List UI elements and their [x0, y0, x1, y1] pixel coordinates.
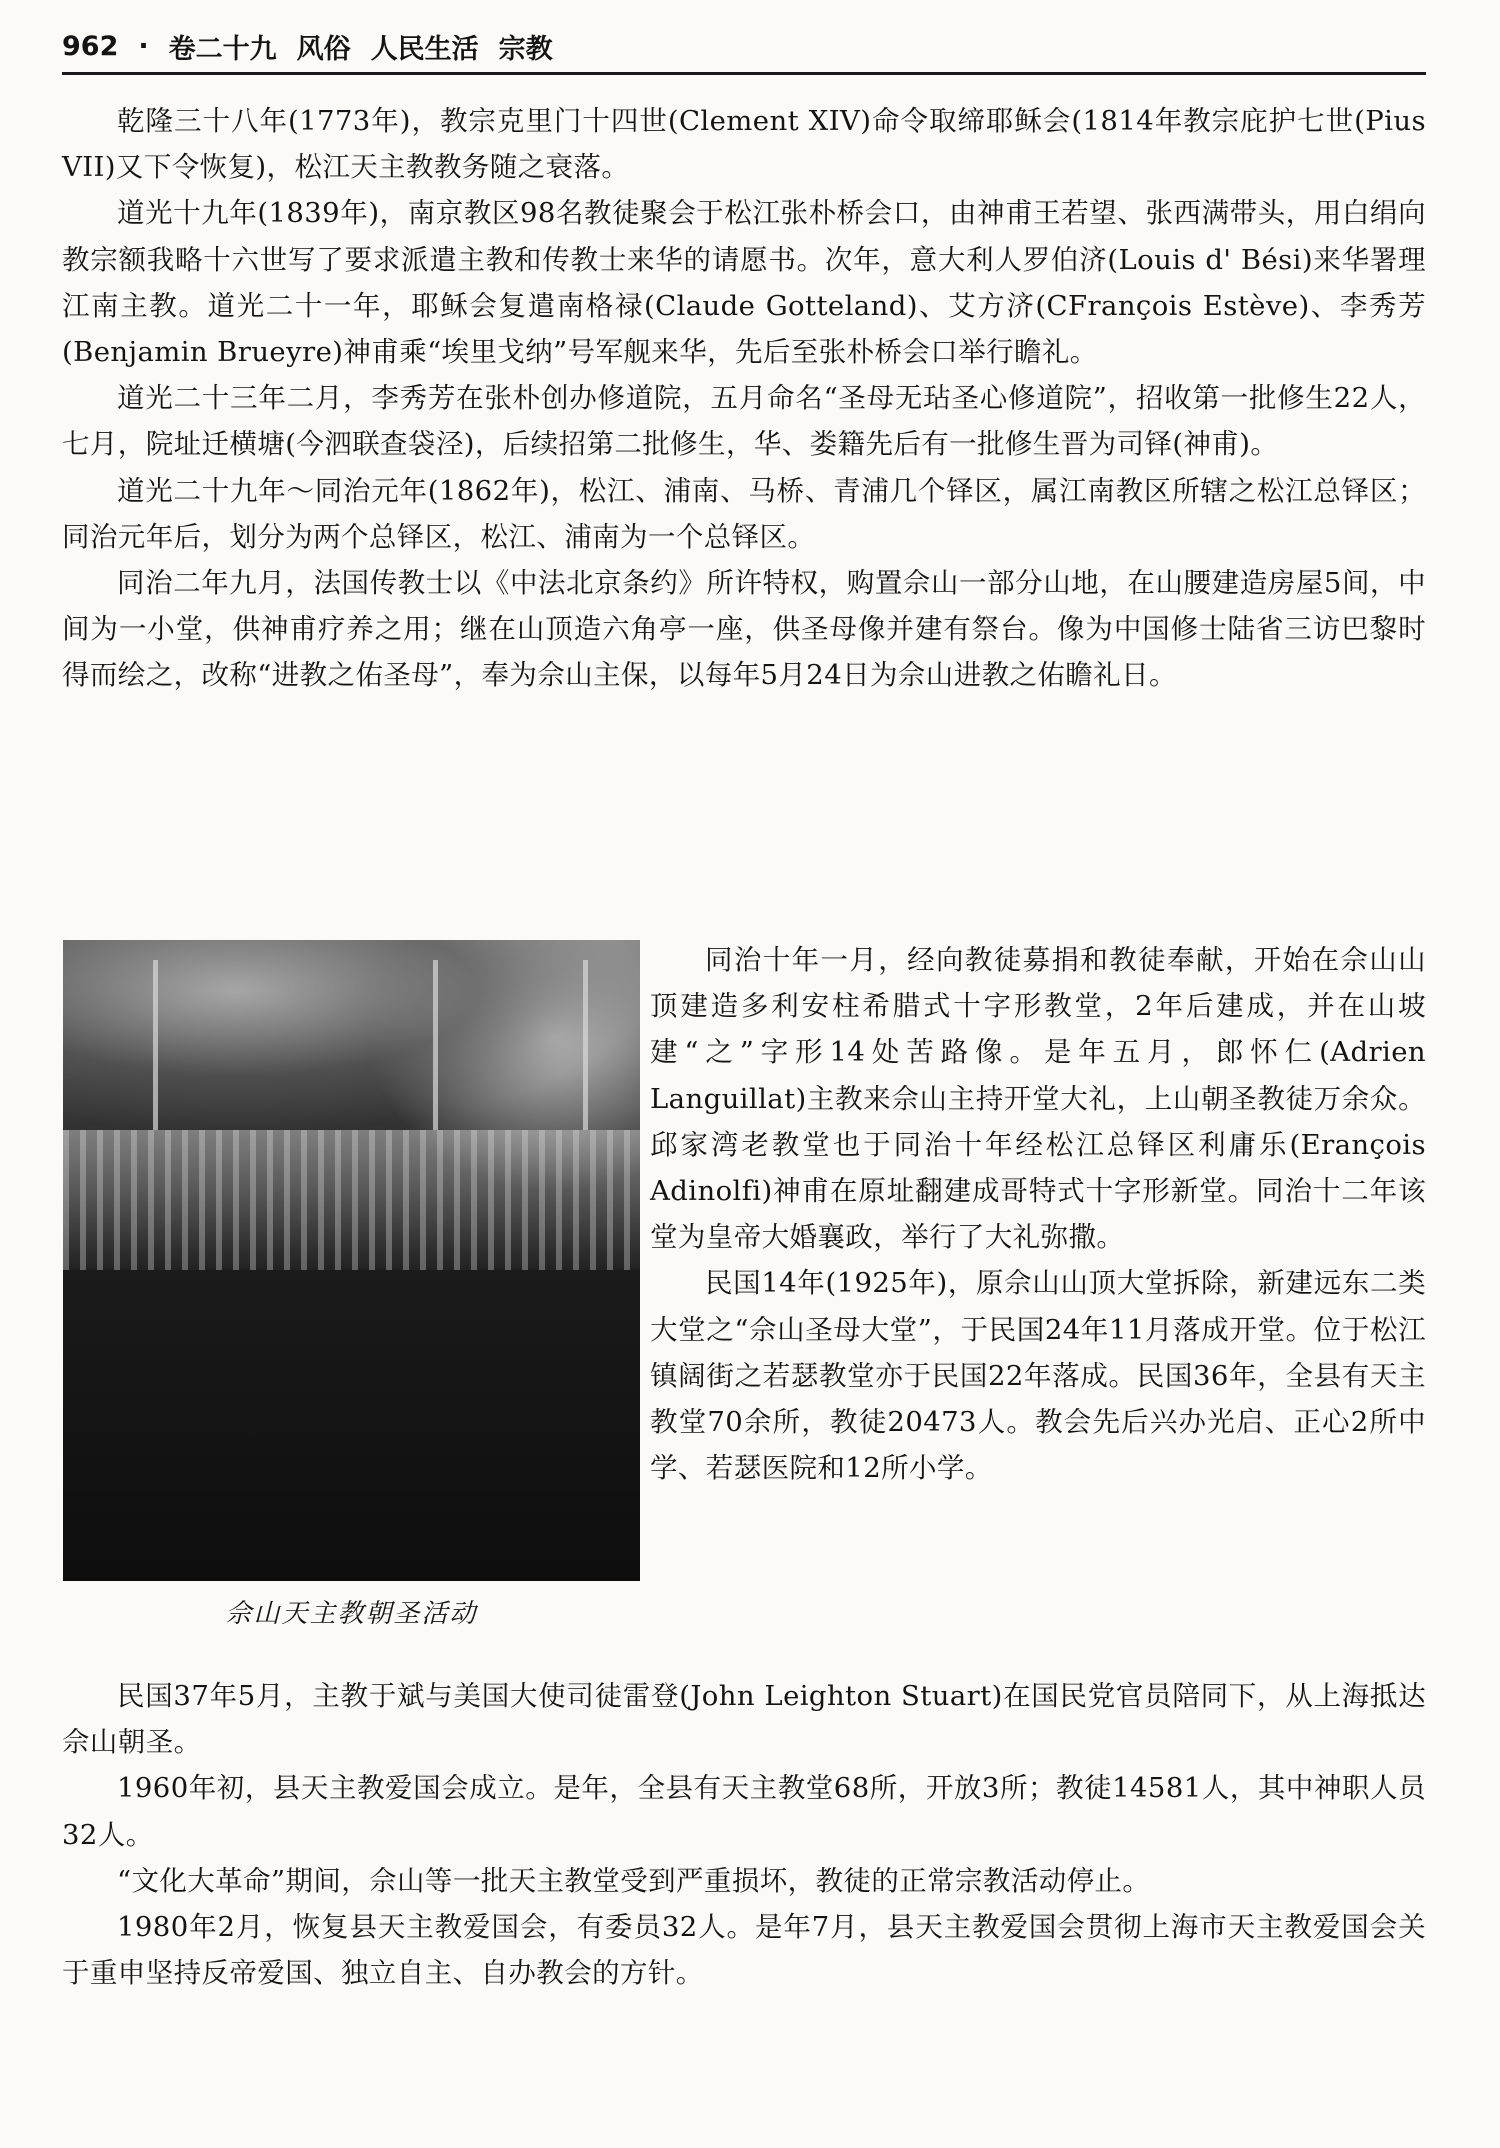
main-text-top	[62, 98, 1426, 699]
paragraph: 同治十年一月，经向教徒募捐和教徒奉献，开始在佘山山顶建造多利安柱希腊式十字形教堂，2年后建成，并在山坡建“之”字形14处苦路像。是年五月，郎怀仁(Adrien Languillat)主教来佘山主持开堂大礼，上山朝圣教徒万余众。邱家湾老教堂也于同治十年经松江总铎区利庸乐(Erançois Adinolfi)神甫在原址翻建成哥特式十字形新堂。同治十二年该堂为皇帝大婚襄政，举行了大礼弥撒。	[650, 944, 1426, 1254]
paragraph: 道光二十九年～同治元年(1862年)，松江、浦南、马桥、青浦几个铎区，属江南教区所辖之松江总铎区；同治元年后，划分为两个总铎区，松江、浦南为一个总铎区。	[62, 474, 1426, 553]
paragraph: “文化大革命”期间，佘山等一批天主教堂受到严重损坏，教徒的正常宗教活动停止。	[117, 1864, 1151, 1897]
page-number: 962	[62, 30, 119, 62]
section-label-customs: 风俗	[296, 33, 351, 65]
paragraph: 民国14年(1925年)，原佘山山顶大堂拆除，新建远东二类大堂之“佘山圣母大堂”，于民国24年11月落成开堂。位于松江镇阔街之若瑟教堂亦于民国22年落成。民国36年，全县有天主教堂70余所，教徒20473人。教会先后兴办光启、正心2所中学、若瑟医院和12所小学。	[650, 1267, 1426, 1485]
photo-detail	[433, 960, 438, 1130]
photo-detail	[153, 960, 158, 1130]
running-header	[62, 18, 1422, 74]
section-label-life: 人民生活	[370, 33, 479, 65]
header-rule	[62, 72, 1426, 75]
paragraph: 同治二年九月，法国传教士以《中法北京条约》所许特权，购置佘山一部分山地，在山腰建造房屋5间，中间为一小堂，供神甫疗养之用；继在山顶造六角亭一座，供圣母像并建有祭台。像为中国修士陆省三访巴黎时得而绘之，改称“进教之佑圣母”，奉为佘山主保，以每年5月24日为佘山进教之佑瞻礼日。	[62, 567, 1426, 692]
main-text-side	[650, 937, 1426, 1491]
paragraph: 乾隆三十八年(1773年)，教宗克里门十四世(Clement XIV)命令取缔耶稣会(1814年教宗庇护七世(Pius VII)又下令恢复)，松江天主教教务随之衰落。	[62, 105, 1426, 184]
paragraph: 道光十九年(1839年)，南京教区98名教徒聚会于松江张朴桥会口，由神甫王若望、张西满带头，用白绢向教宗额我略十六世写了要求派遣主教和传教士来华的请愿书。次年，意大利人罗伯济(Louis d' Bési)来华署理江南主教。道光二十一年，耶稣会复遣南格禄(Claude Gotteland)、艾方济(CFrançois Estève)、李秀芳(Benjamin Brueyre)神甫乘“埃里戈纳”号军舰来华，先后至张朴桥会口举行瞻礼。	[62, 197, 1426, 369]
photo-caption: 佘山天主教朝圣活动	[225, 1599, 478, 1629]
paragraph: 民国37年5月，主教于斌与美国大使司徒雷登(John Leighton Stuart)在国民党官员陪同下，从上海抵达佘山朝圣。	[62, 1680, 1426, 1759]
volume-label: 卷二十九	[168, 33, 277, 65]
paragraph: 1980年2月，恢复县天主教爱国会，有委员32人。是年7月，县天主教爱国会贯彻上海市天主教爱国会关于重申坚持反帝爱国、独立自主、自办教会的方针。	[62, 1911, 1426, 1990]
paragraph: 道光二十三年二月，李秀芳在张朴创办修道院，五月命名“圣母无玷圣心修道院”，招收第一批修生22人，七月，院址迁横塘(今泗联查袋泾)，后续招第二批修生，华、娄籍先后有一批修生晋为司铎(神甫)。	[62, 382, 1426, 461]
header-separator: ·	[138, 30, 149, 62]
photo-detail	[63, 1130, 640, 1270]
paragraph: 1960年初，县天主教爱国会成立。是年，全县有天主教堂68所，开放3所；教徒14581人，其中神职人员32人。	[62, 1772, 1426, 1851]
pilgrimage-photo	[63, 940, 640, 1581]
main-text-bottom	[62, 1673, 1426, 1996]
photo-figure	[63, 940, 640, 1630]
section-label-religion: 宗教	[498, 33, 553, 65]
photo-detail	[583, 960, 588, 1130]
